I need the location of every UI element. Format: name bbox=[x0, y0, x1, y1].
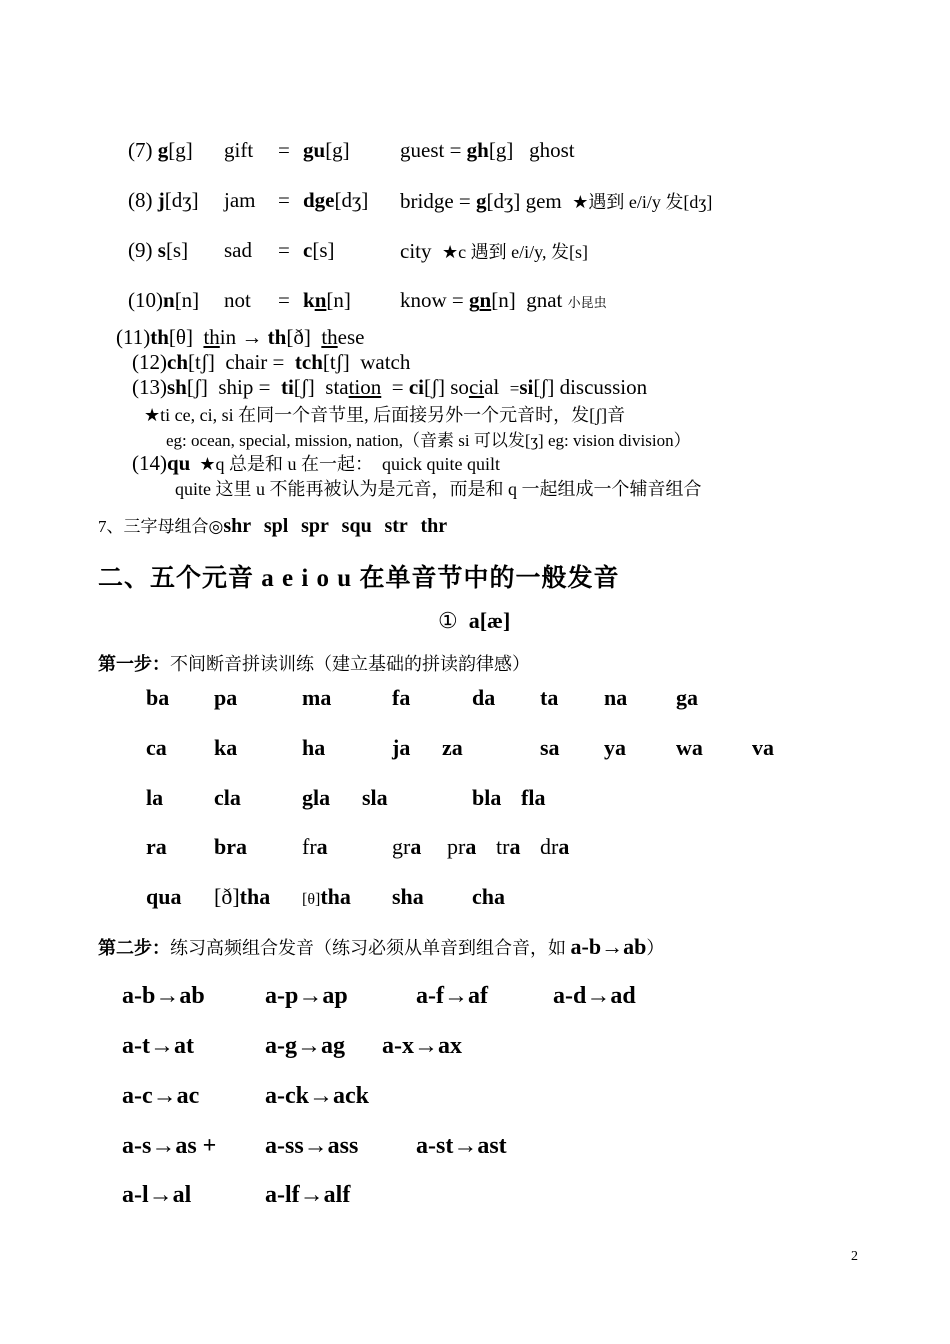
combo: a-b→ab bbox=[122, 983, 205, 1009]
row-8-eq: = bbox=[278, 188, 290, 212]
row-9-word: sad bbox=[224, 238, 252, 262]
combo: a-t→at bbox=[122, 1033, 194, 1059]
combo: a-st→ast bbox=[416, 1133, 507, 1159]
combo: a-l→al bbox=[122, 1182, 192, 1208]
three-letter-combos: 7、三字母组合◎shr spl spr squ str thr bbox=[98, 515, 448, 537]
syllable: gla bbox=[302, 785, 331, 810]
syllable: sla bbox=[362, 785, 388, 810]
section-2-title: 二、五个元音 a e i o u 在单音节中的一般发音 bbox=[98, 565, 620, 592]
line-14: (14)qu ★q 总是和 u 在一起： quick quite quilt bbox=[132, 451, 500, 475]
row-7-eq: = bbox=[278, 138, 290, 162]
syllable: ra bbox=[146, 834, 167, 859]
combo: a-x→ax bbox=[382, 1033, 462, 1059]
combo: a-s→as + bbox=[122, 1133, 217, 1159]
row-10-ex: know = gn[n] gnat 小昆虫 bbox=[400, 288, 607, 312]
line-13: (13)sh[ʃ] ship = ti[ʃ] station = ci[ʃ] social =si[ʃ] discussion bbox=[132, 375, 648, 399]
line-12: (12)ch[tʃ] chair = tch[tʃ] watch bbox=[132, 350, 411, 374]
syllable: va bbox=[752, 735, 774, 760]
syllable: dra bbox=[540, 834, 570, 859]
syllable: cla bbox=[214, 785, 241, 810]
syllable: ca bbox=[146, 735, 167, 760]
syllable: bra bbox=[214, 834, 247, 859]
syllable: pa bbox=[214, 685, 238, 710]
row-9-ex: city ★c 遇到 e/i/y, 发[s] bbox=[400, 239, 588, 263]
combo: a-g→ag bbox=[265, 1033, 345, 1059]
row-9-alt: c[s] bbox=[303, 238, 335, 262]
row-7-alt: gu[g] bbox=[303, 138, 350, 162]
syllable: sa bbox=[540, 735, 560, 760]
arrow-icon: → bbox=[601, 934, 624, 959]
syllable: [ð]tha bbox=[214, 884, 271, 909]
line-13-note: ★ti ce, ci, si 在同一个音节里, 后面接另外一个元音时，发[ʃ]音 bbox=[144, 405, 626, 425]
page-number: 2 bbox=[851, 1249, 858, 1264]
combo: a-f→af bbox=[416, 983, 488, 1009]
syllable: fra bbox=[302, 834, 328, 859]
row-10-alt: kn[n] bbox=[303, 288, 351, 312]
row-9-eq: = bbox=[278, 238, 290, 262]
syllable: fa bbox=[392, 685, 411, 710]
combo: a-d→ad bbox=[553, 983, 636, 1009]
row-8: (8) j[dʒ] bbox=[128, 188, 199, 212]
syllable: na bbox=[604, 685, 628, 710]
row-7: (7) g[g] bbox=[128, 138, 193, 162]
row-10-word: not bbox=[224, 288, 251, 312]
syllable: za bbox=[442, 735, 463, 760]
step-1: 第一步：不间断音拼读训练（建立基础的拼读韵律感） bbox=[98, 654, 530, 674]
row-7-ex: guest = gh[g] ghost bbox=[400, 138, 575, 162]
syllable: ya bbox=[604, 735, 626, 760]
line-13-example: eg: ocean, special, mission, nation,（音素 si 可以发[ʒ] eg: vision division） bbox=[166, 431, 691, 450]
vowel-heading: ① a[æ] bbox=[438, 608, 511, 633]
row-8-word: jam bbox=[224, 188, 256, 212]
syllable: fla bbox=[521, 785, 546, 810]
syllable: sha bbox=[392, 884, 424, 909]
syllable: tra bbox=[496, 834, 521, 859]
row-9: (9) s[s] bbox=[128, 238, 189, 262]
combo: a-lf→alf bbox=[265, 1182, 351, 1208]
row-8-alt: dge[dʒ] bbox=[303, 188, 369, 212]
syllable: da bbox=[472, 685, 496, 710]
syllable: cha bbox=[472, 884, 505, 909]
row-7-word: gift bbox=[224, 138, 254, 162]
syllable: [θ]tha bbox=[302, 884, 351, 909]
combo: a-p→ap bbox=[265, 983, 348, 1009]
combo: a-ss→ass bbox=[265, 1133, 359, 1159]
syllable: qua bbox=[146, 884, 182, 909]
syllable: bla bbox=[472, 785, 502, 810]
line-11: (11)th[θ] thin → th[ð] these bbox=[116, 325, 365, 349]
row-10-eq: = bbox=[278, 288, 290, 312]
syllable: ha bbox=[302, 735, 326, 760]
combo: a-ck→ack bbox=[265, 1083, 369, 1109]
syllable: la bbox=[146, 785, 164, 810]
syllable: ga bbox=[676, 685, 698, 710]
syllable: gra bbox=[392, 834, 422, 859]
row-10: (10)n[n] bbox=[128, 288, 200, 312]
step-2: 第二步：练习高频组合发音（练习必须从单音到组合音，如 a-b→ab） bbox=[98, 934, 665, 959]
syllable: ba bbox=[146, 685, 170, 710]
combo: a-c→ac bbox=[122, 1083, 200, 1109]
syllable: ja bbox=[392, 735, 411, 760]
syllable: pra bbox=[447, 834, 477, 859]
syllable: ta bbox=[540, 685, 559, 710]
syllable: wa bbox=[676, 735, 703, 760]
line-14-sub: quite 这里 u 不能再被认为是元音，而是和 q 一起组成一个辅音组合 bbox=[175, 479, 702, 499]
arrow-icon: → bbox=[241, 325, 263, 349]
syllable: ka bbox=[214, 735, 238, 760]
syllable: ma bbox=[302, 685, 332, 710]
row-8-ex: bridge = g[dʒ] gem ★遇到 e/i/y 发[dʒ] bbox=[400, 189, 713, 213]
